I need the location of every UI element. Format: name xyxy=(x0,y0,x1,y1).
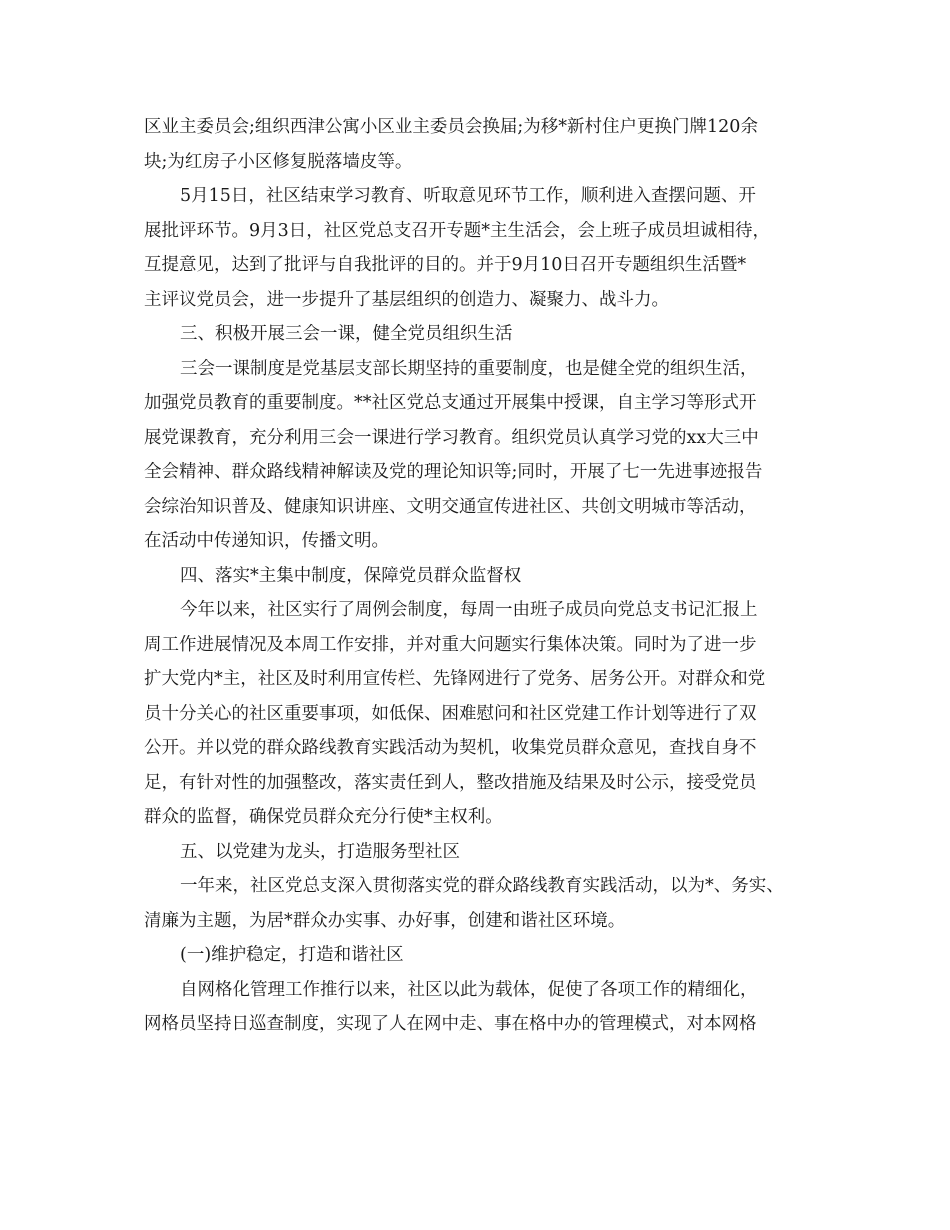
text-line: 全会精神、群众路线精神解读及党的理论知识等;同时，开展了七一先进事迹报告 xyxy=(144,462,763,482)
text-line: 会综治知识普及、健康知识讲座、文明交通宣传进社区、共创文明城市等活动， xyxy=(144,496,757,517)
text-line: 加强党员教育的重要制度。**社区党总支通过开展集中授课，自主学习等形式开 xyxy=(144,393,757,413)
text-line: 清廉为主题，为居*群众办实事、办好事，创建和谐社区环境。 xyxy=(144,910,626,931)
text-line: 5月15日，社区结束学习教育、听取意见环节工作，顺利进入查摆问题、开 xyxy=(180,186,756,206)
text-line: 一年来，社区党总支深入贯彻落实党的群众路线教育实践活动，以为*、务实、 xyxy=(180,876,784,896)
text-line: 今年以来，社区实行了周例会制度，每周一由班子成员向党总支书记汇报上 xyxy=(180,600,758,620)
text-line: 周工作进展情况及本周工作安排，并对重大问题实行集体决策。同时为了进一步 xyxy=(144,634,757,655)
text-line: 三会一课制度是党基层支部长期坚持的重要制度，也是健全党的组织生活， xyxy=(180,358,758,379)
text-line: 展批评环节。9月3日，社区党总支召开专题*主生活会，会上班子成员坦诚相待， xyxy=(144,220,771,241)
text-line: 扩大党内*主，社区及时利用宣传栏、先锋网进行了党务、居务公开。对群众和党 xyxy=(144,669,766,689)
text-line: 网格员坚持日巡查制度，实现了人在网中走、事在格中办的管理模式，对本网格 xyxy=(144,1014,757,1034)
text-line: 块;为红房子小区修复脱落墙皮等。 xyxy=(144,151,413,172)
text-line: 互提意见，达到了批评与自我批评的目的。并于9月10日召开专题组织生活暨* xyxy=(144,255,747,275)
text-line: 四、落实*主集中制度，保障党员群众监督权 xyxy=(180,565,522,586)
text-line: 自网格化管理工作推行以来，社区以此为载体，促使了各项工作的精细化， xyxy=(180,979,758,1000)
text-line: 主评议党员会，进一步提升了基层组织的创造力、凝聚力、战斗力。 xyxy=(144,289,669,310)
text-line: 三、积极开展三会一课，健全党员组织生活 xyxy=(180,324,513,344)
text-line: 公开。并以党的群众路线教育实践活动为契机，收集党员群众意见，查找自身不 xyxy=(144,738,757,758)
text-line: 区业主委员会;组织西津公寓小区业主委员会换届;为移*新村住户更换门牌120余 xyxy=(144,117,758,137)
text-line: 员十分关心的社区重要事项，如低保、困难慰问和社区党建工作计划等进行了双 xyxy=(144,703,757,724)
text-line: 展党课教育，充分利用三会一课进行学习教育。组织党员认真学习党的xx大三中 xyxy=(144,427,759,448)
document-body xyxy=(144,110,808,1042)
text-line: 五、以党建为龙头，打造服务型社区 xyxy=(180,841,460,862)
text-line: (一)维护稳定，打造和谐社区 xyxy=(180,945,404,965)
text-line: 足，有针对性的加强整改，落实责任到人，整改措施及结果及时公示，接受党员 xyxy=(144,772,757,793)
text-line: 群众的监督，确保党员群众充分行使*主权利。 xyxy=(144,807,503,827)
text-line: 在活动中传递知识，传播文明。 xyxy=(144,531,389,551)
